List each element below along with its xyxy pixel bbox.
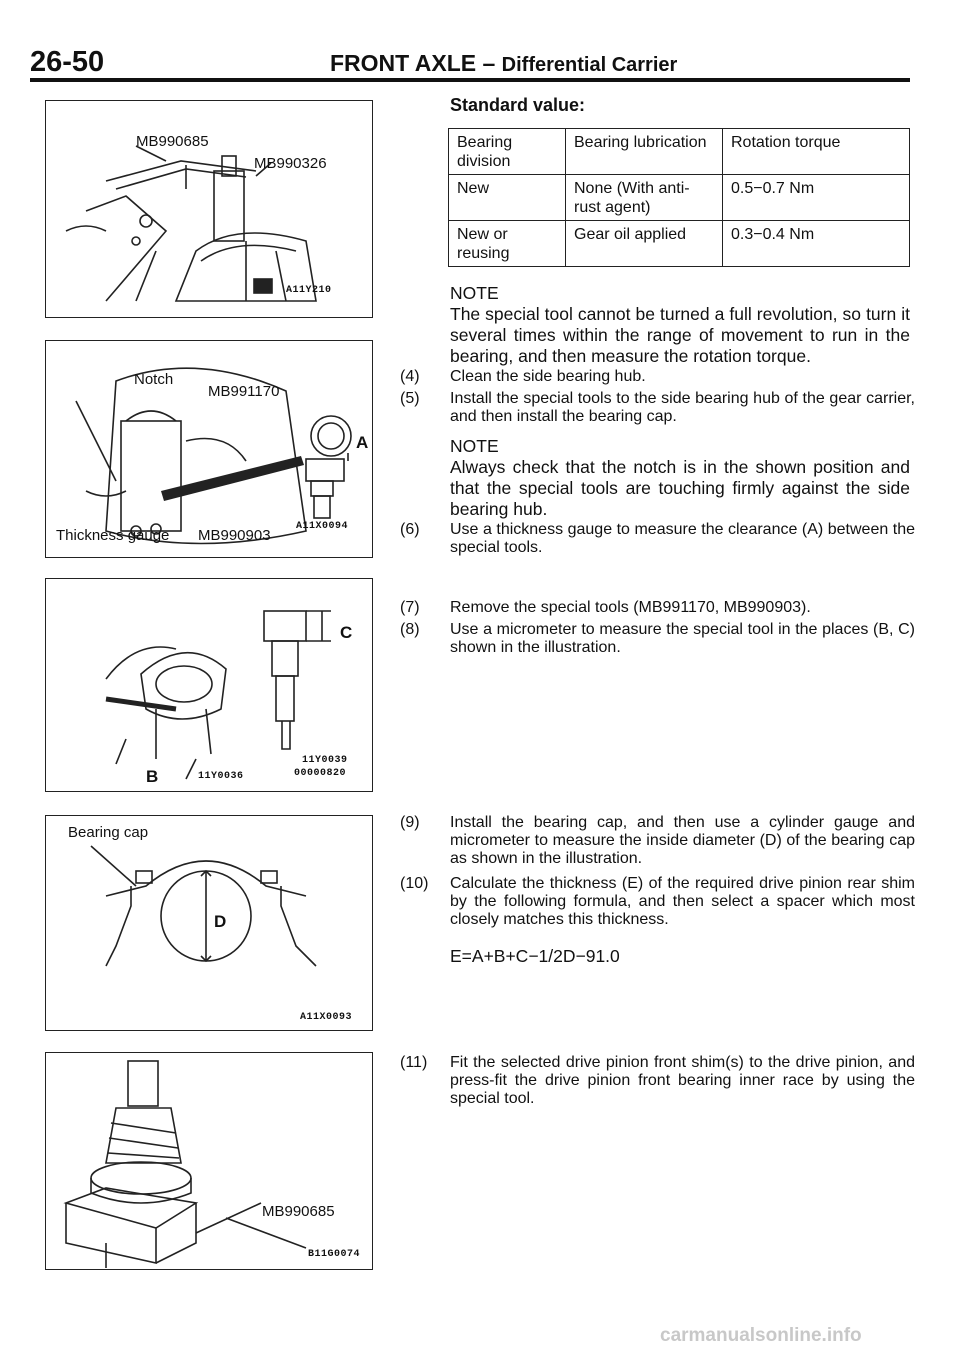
page-header <box>30 42 910 82</box>
table-header-cell: Bearing lubrication <box>566 129 723 175</box>
formula: E=A+B+C−1/2D−91.0 <box>450 946 620 966</box>
figure-5-illustration <box>46 1053 372 1269</box>
dimension-c-label: C <box>340 623 353 642</box>
notch-label: Notch <box>134 371 174 388</box>
figure-code-left: 11Y0036 <box>198 771 244 782</box>
standard-value-title: Standard value: <box>450 95 586 115</box>
bearing-cap-label: Bearing cap <box>68 824 149 841</box>
step-text: Calculate the thickness (E) of the required drive pinion rear shim by the following formula, and then select a spacer which most closely matches this thickness. <box>450 875 915 928</box>
header-rule <box>30 78 910 82</box>
figure-code: A11X0094 <box>296 521 349 532</box>
table-cell: 0.3−0.4 Nm <box>723 221 910 267</box>
table-cell: New or reusing <box>449 221 566 267</box>
table-cell: New <box>449 175 566 221</box>
table-cell: 0.5−0.7 Nm <box>723 175 910 221</box>
note-block-1 <box>450 283 910 367</box>
dimension-a-label: A <box>356 433 369 452</box>
figure-thickness-gauge <box>45 340 373 558</box>
figure-code-right-1: 11Y0039 <box>302 755 348 766</box>
note-text: The special tool cannot be turned a full revolution, so turn it several times within the range of movement to run in the bearing, and then measure the rotation torque. <box>450 304 910 366</box>
tool-label-mb990685: MB990685 <box>262 1203 335 1220</box>
title-dash: – <box>482 50 496 76</box>
step-number: (6) <box>400 521 420 538</box>
step-text: Remove the special tools (MB991170, MB990903). <box>450 599 811 616</box>
figure-drive-pinion-press <box>45 1052 373 1270</box>
step-number: (4) <box>400 368 420 385</box>
figure-code: A11Y210 <box>286 285 332 296</box>
step-number: (5) <box>400 390 420 407</box>
figure-code: A11X0093 <box>300 1012 353 1023</box>
step-number: (10) <box>400 875 429 892</box>
table-row <box>449 221 910 267</box>
figure-4-illustration <box>46 816 372 1030</box>
note-text: Always check that the notch is in the shown position and that the special tools are touching firmly against the side bearing hub. <box>450 457 910 519</box>
step-text: Use a micrometer to measure the special tool in the places (B, C) shown in the illustration. <box>450 621 915 656</box>
note-heading: NOTE <box>450 283 499 303</box>
thickness-gauge-label: Thickness gauge <box>56 527 170 544</box>
step-text: Use a thickness gauge to measure the clearance (A) between the special tools. <box>450 521 915 556</box>
step-number: (7) <box>400 599 420 616</box>
step-text: Install the special tools to the side bearing hub of the gear carrier, and then install the bearing cap. <box>450 390 915 425</box>
tool-label-mb991170: MB991170 <box>208 383 280 400</box>
figure-code-right-2: 00000820 <box>294 768 347 779</box>
tool-label-mb990903: MB990903 <box>198 527 271 544</box>
step-number: (8) <box>400 621 420 638</box>
note-block-2 <box>450 436 910 520</box>
step-number: (9) <box>400 814 420 831</box>
figure-bearing-preload-tool <box>45 100 373 318</box>
step-text: Install the bearing cap, and then use a cylinder gauge and micrometer to measure the inside diameter (D) of the bearing cap as shown in the illustration. <box>450 814 915 867</box>
page-title <box>330 50 677 77</box>
table-header-cell: Bearing division <box>449 129 566 175</box>
step-text: Clean the side bearing hub. <box>450 368 646 385</box>
dimension-d-label: D <box>214 912 227 931</box>
tool-label-mb990326: MB990326 <box>254 155 327 172</box>
table-header-cell: Rotation torque <box>723 129 910 175</box>
table-cell: None (With anti-rust agent) <box>566 175 723 221</box>
section-subtitle: Differential Carrier <box>501 54 678 76</box>
figure-bearing-cap <box>45 815 373 1031</box>
note-heading: NOTE <box>450 436 499 456</box>
dimension-b-label: B <box>146 767 159 786</box>
table-row <box>449 175 910 221</box>
table-cell: Gear oil applied <box>566 221 723 267</box>
figure-code: B11G0074 <box>308 1249 361 1260</box>
section-title: FRONT AXLE <box>330 50 477 76</box>
page-number: 26-50 <box>30 46 105 78</box>
step-number: (11) <box>400 1054 428 1071</box>
table-header-row <box>449 129 910 175</box>
step-text: Fit the selected drive pinion front shim(s) to the drive pinion, and press-fit the drive pinion front bearing inner race by using the special tool. <box>450 1054 915 1107</box>
tool-label-mb990685: MB990685 <box>136 133 209 150</box>
standard-value-table <box>448 128 910 267</box>
figure-micrometer-measurement <box>45 578 373 792</box>
watermark-footer: carmanualsonline.info <box>660 1325 862 1346</box>
